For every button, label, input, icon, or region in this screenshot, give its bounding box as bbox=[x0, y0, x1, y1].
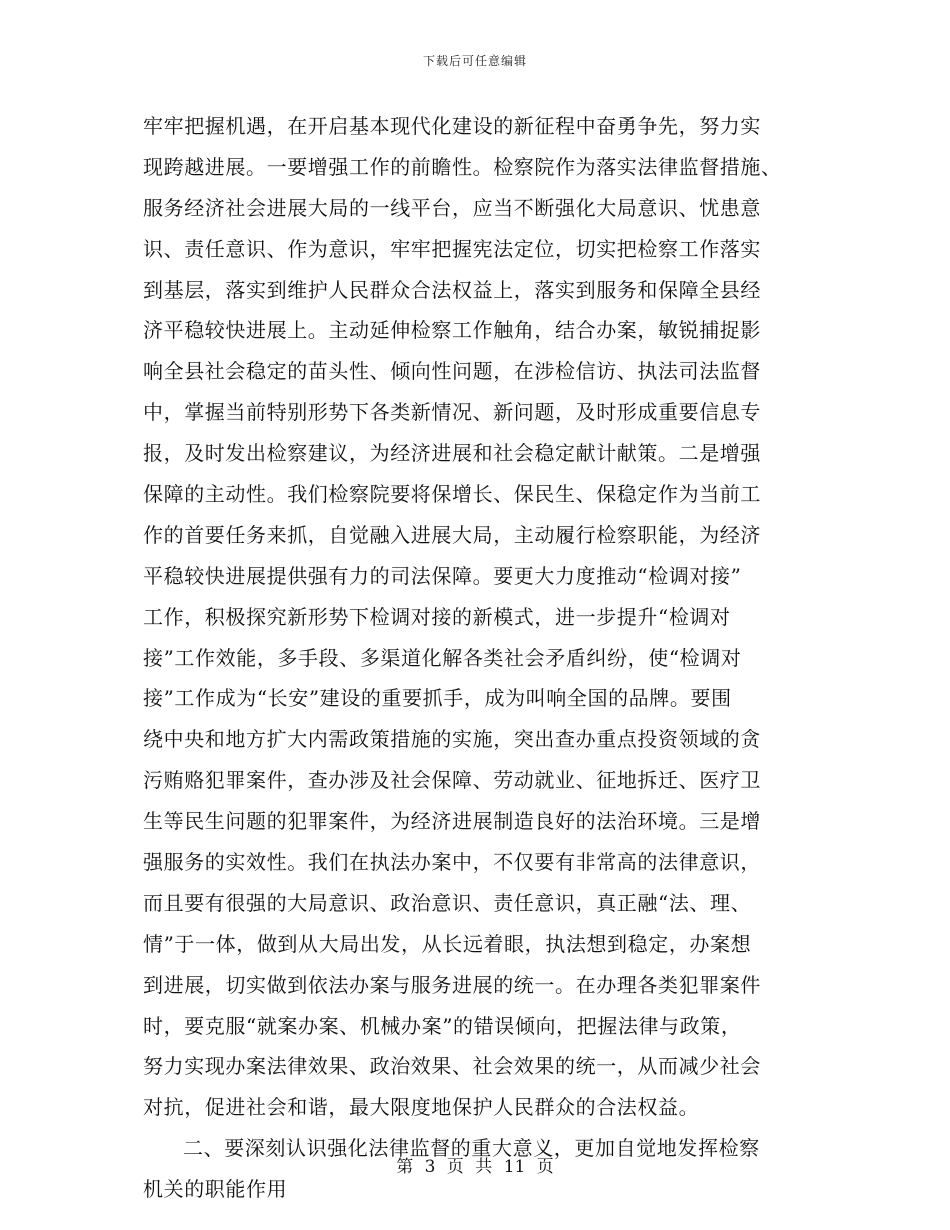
body-line: 报，及时发出检察建议，为经济进展和社会稳定献计献策。二是增强 bbox=[143, 441, 761, 466]
body-line: 绕中央和地方扩大内需政策措施的实施，突出查办重点投资领域的贪 bbox=[143, 727, 761, 752]
section-heading-line: 机关的职能作用 bbox=[143, 1177, 288, 1202]
body-line: 到基层，落实到维护人民群众合法权益上，落实到服务和保障全县经 bbox=[143, 277, 761, 302]
body-line: 接”工作成为“长安”建设的重要抓手，成为叫响全国的品牌。要围 bbox=[143, 686, 732, 711]
body-line: 接”工作效能，多手段、多渠道化解各类社会矛盾纠纷，使“检调对 bbox=[143, 645, 742, 670]
page-header: 下载后可任意编辑 bbox=[422, 54, 527, 68]
body-line: 情”于一体，做到从大局出发，从长远着眼，执法想到稳定，办案想 bbox=[143, 931, 752, 956]
body-line: 对抗，促进社会和谐，最大限度地保护人民群众的合法权益。 bbox=[143, 1095, 700, 1120]
body-line: 污贿赂犯罪案件，查办涉及社会保障、劳动就业、征地拆迁、医疗卫 bbox=[143, 768, 761, 793]
body-line: 识、责任意识、作为意识，牢牢把握宪法定位，切实把检察工作落实 bbox=[143, 236, 761, 261]
body-line: 现跨越进展。一要增强工作的前瞻性。检察院作为落实法律监督措施、 bbox=[143, 154, 782, 179]
body-line: 作的首要任务来抓，自觉融入进展大局，主动履行检察职能，为经济 bbox=[143, 522, 761, 547]
page-number: 第 3 页 共 11 页 bbox=[396, 1157, 554, 1177]
section-heading-line: 二、要深刻认识强化法律监督的重大意义，更加自觉地发挥检察 bbox=[183, 1136, 760, 1161]
body-line: 济平稳较快进展上。主动延伸检察工作触角，结合办案，敏锐捕捉影 bbox=[143, 318, 761, 343]
body-line: 时，要克服“就案办案、机械办案”的错误倾向，把握法律与政策， bbox=[143, 1013, 742, 1038]
body-line: 服务经济社会进展大局的一线平台，应当不断强化大局意识、忧患意 bbox=[143, 195, 761, 220]
body-line: 生等民生问题的犯罪案件，为经济进展制造良好的法治环境。三是增 bbox=[143, 809, 761, 834]
body-line: 工作，积极探究新形势下检调对接的新模式，进一步提升“检调对 bbox=[143, 604, 731, 629]
body-line: 平稳较快进展提供强有力的司法保障。要更大力度推动“检调对接” bbox=[143, 563, 742, 588]
body-line: 强服务的实效性。我们在执法办案中，不仅要有非常高的法律意识， bbox=[143, 850, 761, 875]
body-line: 牢牢把握机遇，在开启基本现代化建设的新征程中奋勇争先，努力实 bbox=[143, 114, 761, 138]
body-line: 努力实现办案法律效果、政治效果、社会效果的统一，从而减少社会 bbox=[143, 1054, 761, 1079]
body-line: 到进展，切实做到依法办案与服务进展的统一。在办理各类犯罪案件 bbox=[143, 972, 761, 997]
document-body bbox=[143, 106, 813, 1210]
body-line: 保障的主动性。我们检察院要将保增长、保民生、保稳定作为当前工 bbox=[143, 482, 761, 507]
body-line: 而且要有很强的大局意识、政治意识、责任意识，真正融“法、理、 bbox=[143, 890, 752, 915]
body-line: 中，掌握当前特别形势下各类新情况、新问题，及时形成重要信息专 bbox=[143, 400, 761, 425]
body-line: 响全县社会稳定的苗头性、倾向性问题，在涉检信访、执法司法监督 bbox=[143, 359, 761, 384]
